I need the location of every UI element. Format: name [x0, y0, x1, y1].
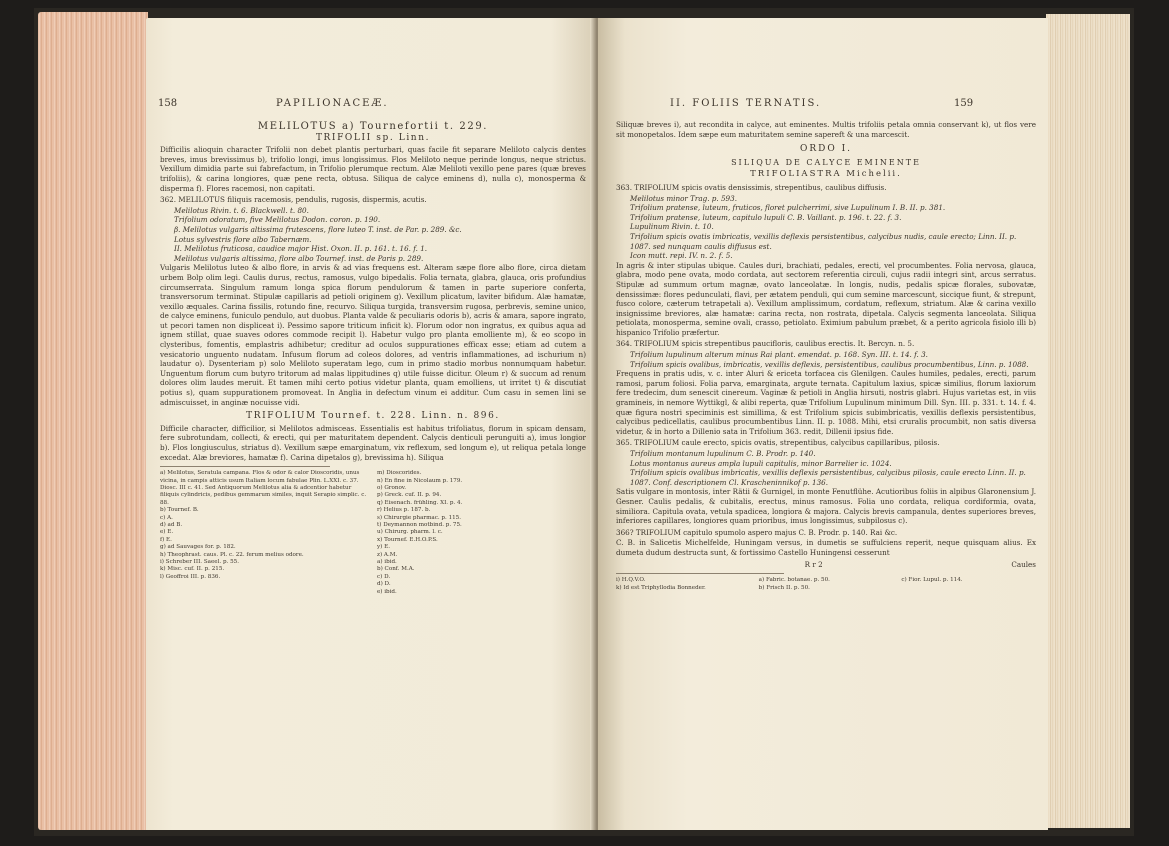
ordo-heading: ORDO I. — [799, 144, 853, 155]
footnote: d) D. — [377, 581, 391, 588]
synonym-line: Melilotus minor Trag. p. 593. — [630, 193, 737, 203]
footnote-column — [759, 577, 894, 592]
footnote: m) Dioscorides. — [377, 470, 422, 477]
genus-subtitle-trifolii: TRIFOLII sp. Linn. — [315, 132, 431, 143]
page-number-right: 159 — [954, 98, 974, 109]
footnote: d) ad B. — [160, 522, 183, 529]
description-363: In agris & inter stipulas ubique. Caules duri, brachiati, pedales, erecti, vel procumbentes. Folia nervosa, glauca, glabra, modo pene ovata, modo cordata, aut sectorem referentia circuli, cujus radii integri sint, arcus serratus. Stipulæ ad summum ortum magnæ, ovato lanceolatæ. In longis, nudis, pedalis spicæ florales, subovatæ, densissimæ: flores pedunculati, flavi, per ætatem penduli, qui cum semine marcescunt, siccique fiunt, & strepunt, fusco colore, cæterum tetrapetali a). Vexillum amplissimum, cordatum, reflexum, striatum. Alæ & carina vexillo insignissime breviores, alæ hamatæ: carina recta, non rostrata, dipetala. Calycis segmenta lanceolata. Siliqua petiolata, monosperma, semine ovali, crasso, petiolato. Eximium pabulum præbet, & a perito agricola fisiolo illi b) hispanico Trifolio præfertur. — [616, 260, 1036, 337]
footnote: a) ibid. — [377, 559, 397, 566]
description-365: Satis vulgare in montosis, inter Rätii & Gurnigel, in monte Fenutflühe. Acutioribus foliis in alpibus Glaronensium J. Gesner. Caulis pedalis, & cubitalis, erectus, minus ramosus. Folia uno cordata, reliqua cordiformia, ovata, similiora. Capitula ovata, vetula spadicea, longiora & majora. Calycis brevis campanula, dentes superiores breves, inferiores capillares, longiores quam prioribus, imus longissimus, subpilosus c). — [616, 487, 1036, 526]
synonym-line: Lupulinum Rivin. t. 10. — [630, 222, 714, 232]
footnote: f) E. — [160, 536, 172, 543]
synonym-list-362 — [160, 206, 586, 264]
footnote: s) Chirurgie pharmac. p. 115. — [377, 514, 462, 521]
footnote: c) Fior. Lupul. p. 114. — [901, 577, 963, 584]
footnote: e) ibid. — [377, 588, 397, 595]
footnote: b) Conf. M.A. — [377, 566, 415, 573]
footnotes-right — [616, 577, 1036, 592]
species-entry-364: 364. TRIFOLIUM spicis strepentibus paucifloris, caulibus erectis. It. Bercyn. n. 5. — [616, 339, 915, 349]
footnote: y) E. — [377, 544, 390, 551]
synonym-line: Trifolium spicis ovatis imbricatis, vexillis deflexis persistentibus, calycibus nudis, caule erecto; Linn. II. p. 1087. sed nunquam caulis diffusus est. — [630, 231, 1017, 251]
footnote: u) Chirurg. pharm. l. c. — [377, 529, 443, 536]
page-edges-right — [1046, 14, 1130, 828]
synonym-line: Trifolium montanum lupulinum C. B. Prodr. p. 140. — [630, 449, 816, 458]
description-trifolium: Difficile character, difficilior, si Melilotos admisceas. Essentialis est habitus trifoliatus, florum in spicam densam, fere subrotundam, collecti, & erecti, qui per maturitatem dependent. Calycis denticuli perunguiti a), imus longior b). Flos longiusculus, striatus d). Vexillum sæpe emarginatum, vix reflexum, sed longum e), ut reliqua petala longe excedat. Alæ breviores, hamatæ f). Carina dipetalos g), brevissima h). Siliqua — [160, 423, 586, 462]
footnotes-left — [160, 470, 586, 596]
footnote-column — [616, 577, 751, 592]
species-entry-365: 365. TRIFOLIUM caule erecto, spicis ovatis, strepentibus, calycibus capillaribus, pilosis. — [616, 438, 940, 448]
intro-paragraph: Difficilis alioquin character Trifolii non debet plantis perturbari, quas facile fit separare Meliloto calycis dentes breves, imus brevissimus b), trifolio longi, imus longissimus. Flos Meliloto neque perinde longus, neque strictus. Vexillum dimidia parte sui fabrefactum, in Trifolio plerumque rectum. Alæ Meliloti vexillo pene pares (quæ breves trifoliis), & carina longiores, quæ pene recta, obtusa. Siliqua de calyce eminens d), nulla c), monosperma & disperma f). Flores racemosi, non capitati. — [160, 145, 586, 193]
page-footer-right — [616, 560, 1036, 570]
synonym-line: Lotus sylvestris flore albo Tabernæm. — [174, 234, 312, 244]
footnote: b) Frisch II. p. 50. — [758, 584, 810, 591]
footnote: c) D. — [377, 573, 391, 580]
synonym-line: Melilotus Rivin. t. 6. Blackwell. t. 80. — [174, 205, 309, 215]
left-page — [146, 18, 596, 830]
synonym-line: Icon mutt. repi. IV. n. 2. f. 5. — [630, 251, 733, 261]
footnote: k) Misc. cuf. II. p. 215. — [160, 566, 225, 573]
footnote: k) Id est Triphyllodia Bonneder. — [616, 584, 706, 591]
synonym-line: Melilotus vulgaris altissima, flore albo Tournef. inst. de Paris p. 289. — [174, 253, 424, 263]
synonym-list-365 — [616, 449, 1036, 487]
description-366: C. B. in Salicetis Michelfelde, Huningam versus, in dumetis se suffulciens reperit, neque quisquam alius. Ex dumeta dudum destructa sunt, & fortissimo Castello Huningensi cesserunt — [616, 538, 1036, 557]
page-edges-left — [38, 12, 148, 830]
footnote: a) Fabric. botanae. p. 50. — [758, 577, 830, 584]
footnote: q) Eisenach. frühling. XI. p. 4. — [377, 499, 463, 506]
species-entry-366: 366? TRIFOLIUM capitulo spumolo aspero majus C. B. Prodr. p. 140. Rai &c. — [616, 527, 898, 537]
page-number-left: 158 — [158, 98, 178, 109]
footnote: h) Theophrast. caus. Pl. c. 22. ferum melius odore. — [160, 551, 304, 558]
footnote-rule — [160, 466, 330, 467]
footnote: a) Melilotus, Seratula campana. Flos & odor & calor Dioscoridis, unus vicina, in campis atticis usum Italiam locum fabulae Plin. L.XXI. c. 37. Diosc. III c. 41. Sed Antiquorum Melilotus alia & adcentior habetur filiquis cylindricis, pedibus gemmarum similes, inquit Serapio simplic. c. 88. — [160, 470, 367, 506]
synonym-line: Lotus montanus aureus ampla lupuli capitulis, minor Barrelier ic. 1024. — [630, 458, 892, 468]
synonym-line: II. Melilotus fruticosa, caudice major Hist. Oxon. II. p. 161. t. 16. f. 1. — [174, 244, 428, 254]
footnote: g) ad Sauvages for. p. 182. — [160, 544, 236, 551]
running-head-right: II. FOLIIS TERNATIS. — [670, 98, 822, 109]
footnote: o) Gronov. — [377, 485, 407, 491]
species-entry-363: 363. TRIFOLIUM spicis ovatis densissimis, strepentibus, caulibus diffusis. — [616, 182, 887, 192]
footnote: l) Geoffroi III. p. 836. — [160, 573, 221, 580]
footnote: i) Schreber III. Saeel. p. 55. — [160, 559, 239, 566]
description-364: Frequens in pratis udis, v. c. inter Aluri & ericeta torfacea cis Glenilgen. Caules humiles, pedales, erecti, parum ramosi, parum foliosi. Folia parva, emarginata, argute ternata. Capitulum laxius, spicæ similius, florum laxiorum fere tredecim, dum senescit cinereum. Vaginæ & petioli in Anglia hirsuti, nostris glabri. Hujus varietas est, in viis gramineis, in nemore Wyttikgl, & alibi reperta, quæ Trifolium Lupulinum minimum Dill. Syn. III. p. 331. t. 14. f. 4. quæ figura nostri speciminis est simillima, & est Trifolium spicis subimbricatis, vexillis deflexis persistentibus, calycibus pedicellatis, caulibus procumbentibus Linn. II. p. 1088. Mihi, etsi cruralis procumbit, non satis diversa videtur, & in horto a Dillenio sata in Trifolium 363. redit, Dillenii ipsius fide. — [616, 369, 1036, 436]
synonym-list-364 — [616, 350, 1036, 369]
synonym-line: Trifolium spicis ovalibus, imbricatis, vexillis deflexis, persistentibus, caulibus procumbentibus, Linn. p. 1088. — [630, 359, 1029, 369]
genus-heading-trifoliastra: TRIFOLIASTRA Michelii. — [750, 169, 902, 180]
signature-mark: R r 2 — [804, 559, 823, 569]
catchword: Caules — [1011, 559, 1036, 569]
genus-title-melilotus: MELILOTUS a) Tournefortii t. 229. — [257, 121, 489, 132]
running-head-left: PAPILIONACEÆ. — [276, 98, 389, 109]
footnote-column — [901, 577, 1036, 592]
species-entry-362: 362. MELILOTUS filiquis racemosis, pendulis, rugosis, dispermis, acutis. — [160, 195, 427, 205]
footnote: t) Deymannon motbind. p. 75. — [377, 522, 462, 529]
synonym-line: Trifolium pratense, luteum, capitulo lupuli C. B. Vaillant. p. 196. t. 22. f. 3. — [630, 212, 902, 222]
footnote: b) Tournef. B. — [160, 507, 199, 514]
footnote: i) H.Q.V.O. — [616, 577, 646, 584]
footnote-column — [160, 470, 369, 596]
synonym-line: β. Melilotus vulgaris altissima frutescens, flore luteo T. inst. de Par. p. 289. &c. — [174, 224, 462, 234]
synonym-line: Trifolium lupulinum alterum minus Rai plant. emendat. p. 168. Syn. III. t. 14. f. 3. — [630, 350, 928, 360]
synonym-line: Trifolium spicis ovalibus imbricatis, vexillis deflexis persistentibus, calycibus pilosis, caule erecto Linn. II. p. 1087. Conf. descriptionem Cl. Krascheninnikof p. 136. — [630, 468, 1026, 487]
footnote: n) En fine in Nicolaum p. 179. — [377, 477, 463, 484]
synonym-list-363 — [616, 194, 1036, 261]
right-page — [598, 18, 1048, 830]
footnote-column — [377, 470, 586, 596]
intro-paragraph: Siliquæ breves i), aut recondita in calyce, aut eminentes. Multis trifoliis petala omnia conservant k), ut flos vere sit monopetalos. Idem sæpe eum maturitatem semine sapereft & una marcescit. — [616, 120, 1036, 139]
synonym-line: Trifolium odoratum, five Melilotus Dodon. coron. p. 190. — [174, 215, 381, 225]
footnote: r) Helius p. 187. b. — [377, 507, 431, 514]
footnote: e) E. — [160, 529, 174, 536]
footnote: z) A.M. — [377, 551, 398, 558]
footnote: x) Tournef. E.H.O.P.S. — [377, 536, 438, 543]
footnote: c) A. — [160, 514, 173, 521]
genus-title-trifolium: TRIFOLIUM Tournef. t. 228. Linn. n. 896. — [246, 411, 500, 422]
synonym-line: Trifolium pratense, luteum, fruticos, floret pulcherrimi, sive Lupulinum I. B. II. p. 381. — [630, 203, 946, 213]
left-page-text — [160, 120, 586, 596]
footnote-rule — [616, 573, 784, 574]
right-page-text — [616, 120, 1036, 592]
footnote: p) Greck. cuf. II. p. 94. — [377, 492, 442, 499]
description-362: Vulgaris Melilotus luteo & albo flore, in arvis & ad vias frequens est. Alteram sæpe flore albo flore, circa dietam urbem Bolp olim legi. Caulis durus, rectus, ramosus, vulgo bipedalis. Folia ternata, glabra, glauca, oris profundius circumserrata. Singulum ramum longa spica florum pendulorum & tamen in parte superiore conferta, transversorum terminat. Stipulæ capillaris ad petioli originem g). Vexillum plicatum, laviter bifidum. Alæ hamatæ, vexillo æquales. Carina fissilis, rotundo fine, recurvo. Siliqua turgida, transversim rugosa, perbrevis, semine unico, de calyce eminens, funiculo pendulo, aut duobus. Planta valde & peculiaris odoris b), acris & amara, sapore ingrato, ut pecori tamen non displiceat i). Pessimo sapore triticum inficit k). Florum odor non ingratus, ex quibus aqua ad ignem stillat, quae suaves odores commode recipit l). Habetur vulgo pro planta emolliente m), & eo scopo in clysteribus, fomentis, emplastris adhibetur; creditur ad oculos suppurationes efficax esse; etiam ad cutem a vesicatorio unguento nudatam. Infusum florum ad coleos dolores, ad ventris inflammationes, ad ischurium n) laudatur o). Dysenteriam p) solo Meliloto superatam lego, cum in primo stadio morbus nonnumquam habetur. Unguentum florum cum butyro tritorum ad malas lippitudines q) utile fuisse dicitur. Oleum r) & succum ad renum dolores olim laudes meruit. Et tamen mihi certo potius videtur planta, quam emolliens, ut irritet t) & discutiat potius s), quam suppurationem promoveat. In Anglia in defectum vinum ei additur. Cum casu in semen lini se admiscuisset, in anginæ nocuisse vidi. — [160, 263, 586, 407]
ordo-subheading: SILIQUA DE CALYCE EMINENTE — [731, 157, 921, 167]
